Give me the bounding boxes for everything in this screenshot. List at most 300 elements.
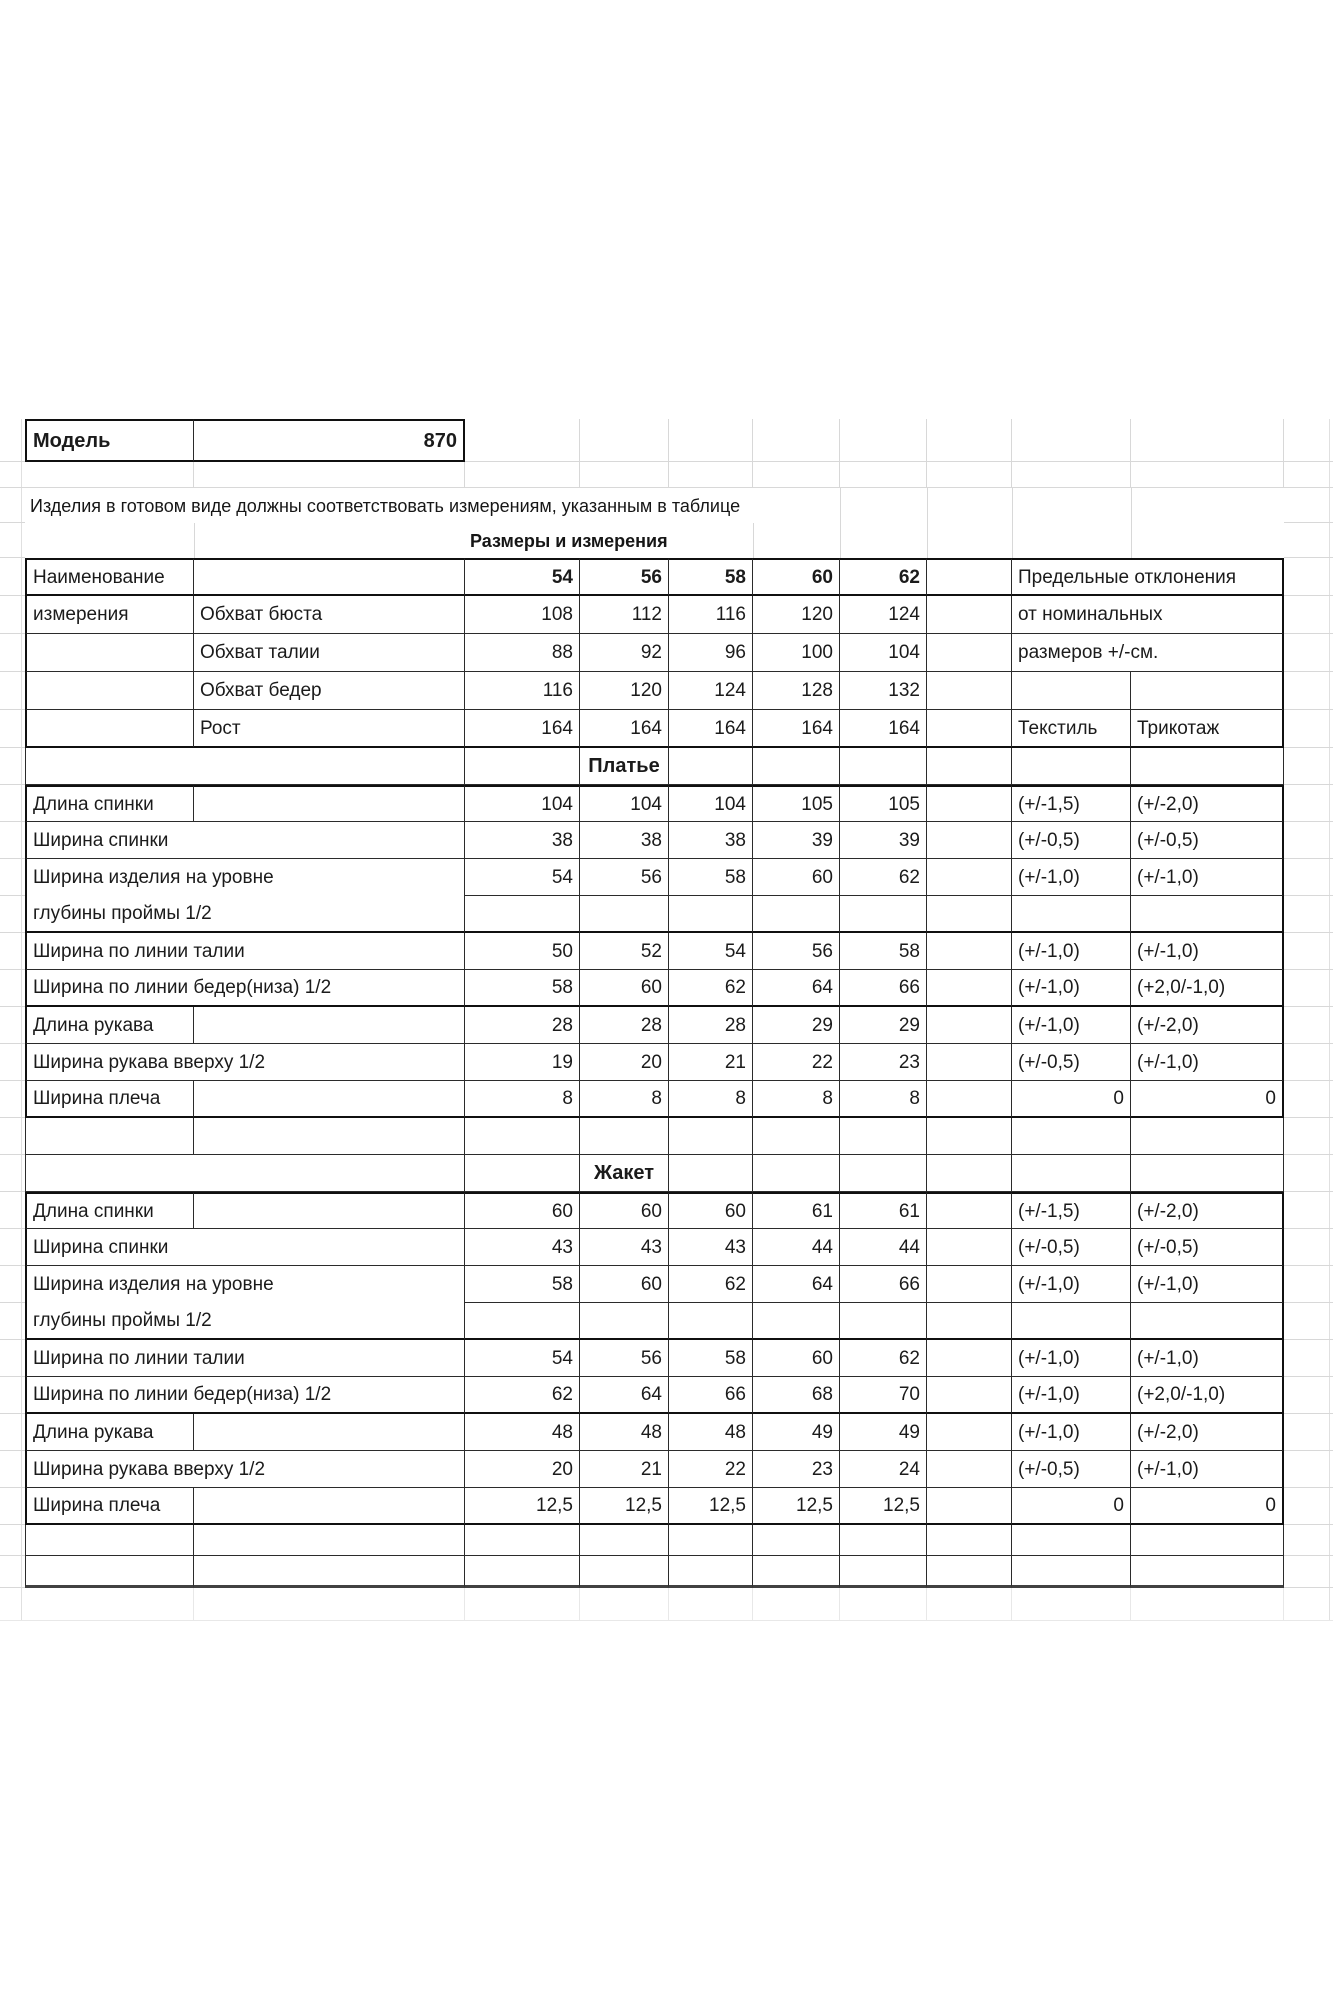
empty-cell (1012, 748, 1131, 785)
measurement-row (0, 1451, 1333, 1488)
value-cell: 60 (753, 1340, 840, 1377)
value-cell: 8 (753, 1081, 840, 1118)
value-cell: 61 (840, 1192, 927, 1229)
deviation-title-cell: Предельные отклонения (1012, 558, 1284, 596)
empty-cell (753, 1155, 840, 1192)
empty-cell (753, 1118, 840, 1155)
grid-cell (1012, 1588, 1131, 1621)
section-title-cell: Жакет (580, 1155, 669, 1192)
value-cell: 23 (840, 1044, 927, 1081)
sheet-margin-right (1284, 1340, 1333, 1377)
sheet-margin-right (1284, 1118, 1333, 1155)
sheet-margin-left (0, 596, 25, 634)
empty-cell (580, 1556, 669, 1588)
sheet-margin-left (0, 1118, 25, 1155)
grid-row (0, 1588, 1333, 1621)
empty-cell (25, 1525, 194, 1556)
value-cell: 60 (580, 970, 669, 1007)
value-cell: 29 (753, 1007, 840, 1044)
value-cell: 164 (580, 710, 669, 748)
empty-cell (927, 1081, 1012, 1118)
sheet-margin-right (1284, 1229, 1333, 1266)
value-cell (840, 1303, 927, 1340)
measurement-row (0, 1081, 1333, 1118)
empty-cell (927, 785, 1012, 822)
grid-cell (25, 462, 194, 488)
grid-cell (753, 1588, 840, 1621)
sheet-margin-left (0, 1488, 25, 1525)
value-cell: 43 (465, 1229, 580, 1266)
measurement-label-cell: Рост (194, 710, 465, 748)
value-cell: 20 (580, 1044, 669, 1081)
measurement-row (0, 785, 1333, 822)
tolerance-cell: (+/-1,0) (1131, 859, 1284, 896)
value-cell: 54 (465, 859, 580, 896)
sheet-margin-left (0, 896, 25, 933)
measurement-label-cell: Ширина по линии талии (25, 1340, 465, 1377)
grid-cell (194, 462, 465, 488)
tolerance-cell: (+/-1,0) (1012, 970, 1131, 1007)
sheet-gridline (1131, 488, 1132, 523)
empty-cell (465, 748, 580, 785)
empty-cell (194, 1525, 465, 1556)
value-cell: 58 (669, 1340, 753, 1377)
sheet-margin-left (0, 1229, 25, 1266)
value-cell: 132 (840, 672, 927, 710)
value-cell: 164 (753, 710, 840, 748)
sheet-margin-right (1284, 1044, 1333, 1081)
grid-cell (1131, 419, 1284, 462)
value-cell (580, 896, 669, 933)
header-row (0, 672, 1333, 710)
header-row (0, 634, 1333, 672)
grid-cell (927, 1588, 1012, 1621)
sheet-margin-left (0, 1556, 25, 1588)
value-cell: 58 (840, 933, 927, 970)
tolerance-cell: (+/-1,0) (1012, 1414, 1131, 1451)
tolerance-cell: (+2,0/-1,0) (1131, 970, 1284, 1007)
measurement-row (0, 1266, 1333, 1303)
value-cell: 164 (669, 710, 753, 748)
empty-cell (927, 558, 1012, 596)
empty-cell (927, 970, 1012, 1007)
measurement-label-cell: Длина рукава (25, 1007, 194, 1044)
value-cell: 62 (669, 970, 753, 1007)
sheet-margin-right (1284, 1556, 1333, 1588)
note-row (0, 488, 1333, 523)
empty-cell (927, 1488, 1012, 1525)
empty-cell (927, 596, 1012, 634)
empty-cell (25, 1556, 194, 1588)
value-cell: 44 (840, 1229, 927, 1266)
empty-cell (927, 748, 1012, 785)
size-header-cell: 60 (753, 558, 840, 596)
empty-cell (840, 1118, 927, 1155)
value-cell (840, 896, 927, 933)
header-row (0, 710, 1333, 748)
value-cell: 22 (753, 1044, 840, 1081)
empty-cell (1012, 1155, 1131, 1192)
empty-cell (927, 710, 1012, 748)
empty-cell (194, 1414, 465, 1451)
sheet-margin-left (0, 523, 25, 558)
value-cell (465, 896, 580, 933)
tolerance-cell: (+/-0,5) (1012, 1229, 1131, 1266)
section-title-row (0, 748, 1333, 785)
empty-cell (669, 1155, 753, 1192)
empty-cell (753, 748, 840, 785)
sheet-margin-right (1284, 748, 1333, 785)
header-row (0, 558, 1333, 596)
empty-cell (927, 1451, 1012, 1488)
empty-cell (194, 1192, 465, 1229)
tolerance-cell: (+/-1,0) (1012, 859, 1131, 896)
grid-cell (465, 419, 580, 462)
empty-cell (194, 1007, 465, 1044)
value-cell: 49 (753, 1414, 840, 1451)
sheet-margin-right (1284, 1588, 1333, 1621)
value-cell: 60 (465, 1192, 580, 1229)
value-cell: 104 (840, 634, 927, 672)
sheet-margin-right (1284, 523, 1333, 558)
measurement-row (0, 1340, 1333, 1377)
sheet-margin-left (0, 419, 25, 462)
value-cell: 21 (580, 1451, 669, 1488)
sheet-margin-right (1284, 1414, 1333, 1451)
size-header-cell: 54 (465, 558, 580, 596)
value-cell: 54 (669, 933, 753, 970)
grid-cell (669, 419, 753, 462)
sheet-margin-left (0, 1266, 25, 1303)
sheet-margin-right (1284, 859, 1333, 896)
measurement-label-cell: Длина рукава (25, 1414, 194, 1451)
tolerance-cell (1131, 1303, 1284, 1340)
value-cell: 12,5 (580, 1488, 669, 1525)
sheet-margin-left (0, 933, 25, 970)
value-cell: 38 (465, 822, 580, 859)
tolerance-cell (1012, 896, 1131, 933)
sheet-margin-left (0, 1451, 25, 1488)
empty-cell (194, 558, 465, 596)
value-cell: 120 (580, 672, 669, 710)
empty-cell (580, 1118, 669, 1155)
sheet-margin-left (0, 1525, 25, 1556)
measurement-row (0, 822, 1333, 859)
empty-cell (194, 1556, 465, 1588)
value-cell: 60 (580, 1266, 669, 1303)
empty-cell (753, 1525, 840, 1556)
empty-cell (927, 1266, 1012, 1303)
sheet-gridline (1012, 488, 1013, 523)
value-cell: 28 (580, 1007, 669, 1044)
sheet-margin-left (0, 710, 25, 748)
note-text: Изделия в готовом виде должны соответствовать измерениям, указанным в таблице (30, 495, 741, 516)
empty-cell (25, 1155, 465, 1192)
measurement-label-cell: Длина спинки (25, 785, 194, 822)
measurement-label-cell: глубины проймы 1/2 (25, 1303, 465, 1340)
measurement-row (0, 933, 1333, 970)
measurement-label-cell: Ширина по линии бедер(низа) 1/2 (25, 1377, 465, 1414)
value-cell: 120 (753, 596, 840, 634)
value-cell: 64 (753, 1266, 840, 1303)
measurement-row (0, 1192, 1333, 1229)
size-header-cell: 56 (580, 558, 669, 596)
value-cell (669, 896, 753, 933)
sheet-gridline (927, 488, 928, 523)
sheet-gridline (753, 523, 754, 558)
sheet-margin-right (1284, 1303, 1333, 1340)
empty-cell (927, 1155, 1012, 1192)
value-cell: 104 (465, 785, 580, 822)
empty-cell (927, 634, 1012, 672)
grid-cell (580, 419, 669, 462)
grid-row (0, 462, 1333, 488)
measurement-label-cell: Обхват бедер (194, 672, 465, 710)
tolerance-cell: (+/-1,5) (1012, 1192, 1131, 1229)
empty-cell (927, 1556, 1012, 1588)
sheet-margin-left (0, 1588, 25, 1621)
measurement-label-cell: глубины проймы 1/2 (25, 896, 465, 933)
sheet-margin-left (0, 822, 25, 859)
grid-cell (580, 462, 669, 488)
sheet-gridline (1131, 523, 1132, 558)
value-cell: 60 (669, 1192, 753, 1229)
empty-cell (927, 1340, 1012, 1377)
value-cell: 52 (580, 933, 669, 970)
empty-cell (669, 1556, 753, 1588)
empty-cell (465, 1118, 580, 1155)
measurement-row (0, 859, 1333, 896)
tolerance-cell: (+/-1,0) (1131, 933, 1284, 970)
value-cell: 12,5 (840, 1488, 927, 1525)
sheet-margin-right (1284, 1377, 1333, 1414)
empty-cell (927, 822, 1012, 859)
section-title-row (0, 1155, 1333, 1192)
value-cell (580, 1303, 669, 1340)
value-cell: 104 (669, 785, 753, 822)
value-cell: 66 (840, 970, 927, 1007)
tolerance-cell (1131, 896, 1284, 933)
value-cell: 64 (753, 970, 840, 1007)
value-cell (753, 1303, 840, 1340)
value-cell: 66 (669, 1377, 753, 1414)
empty-cell (669, 748, 753, 785)
measurement-label-cell: Ширина по линии бедер(низа) 1/2 (25, 970, 465, 1007)
value-cell: 105 (753, 785, 840, 822)
sheet-margin-right (1284, 896, 1333, 933)
value-cell: 96 (669, 634, 753, 672)
grid-cell (840, 419, 927, 462)
value-cell: 58 (465, 1266, 580, 1303)
tolerance-cell: (+/-0,5) (1131, 1229, 1284, 1266)
value-cell (669, 1303, 753, 1340)
grid-cell (1012, 462, 1131, 488)
value-cell: 43 (580, 1229, 669, 1266)
sheet-margin-right (1284, 1007, 1333, 1044)
measurement-row (0, 970, 1333, 1007)
name-header-cell (25, 710, 194, 748)
value-cell: 58 (669, 859, 753, 896)
sheet-margin-left (0, 1303, 25, 1340)
tolerance-cell: (+/-1,0) (1012, 1377, 1131, 1414)
measurement-row (0, 1229, 1333, 1266)
tolerance-cell: 0 (1131, 1081, 1284, 1118)
value-cell: 88 (465, 634, 580, 672)
tolerance-cell: (+/-1,5) (1012, 785, 1131, 822)
grid-cell (1131, 462, 1284, 488)
value-cell: 8 (840, 1081, 927, 1118)
grid-cell (194, 1588, 465, 1621)
sheet-gridline (840, 523, 841, 558)
value-cell: 105 (840, 785, 927, 822)
value-cell (753, 896, 840, 933)
empty-cell (1131, 672, 1284, 710)
value-cell: 50 (465, 933, 580, 970)
measurement-label-cell: Ширина спинки (25, 822, 465, 859)
blank-row (0, 1556, 1333, 1588)
value-cell: 20 (465, 1451, 580, 1488)
sheet-margin-left (0, 1007, 25, 1044)
value-cell: 54 (465, 1340, 580, 1377)
tolerance-cell: (+/-1,0) (1131, 1044, 1284, 1081)
sheet-margin-left (0, 1081, 25, 1118)
tolerance-cell: (+/-0,5) (1012, 1451, 1131, 1488)
value-cell: 60 (580, 1192, 669, 1229)
table-title-row (0, 523, 1333, 558)
tolerance-cell: (+/-2,0) (1131, 785, 1284, 822)
empty-cell (927, 1192, 1012, 1229)
value-cell: 56 (580, 1340, 669, 1377)
value-cell: 8 (465, 1081, 580, 1118)
empty-cell (927, 1377, 1012, 1414)
grid-cell (753, 462, 840, 488)
value-cell: 62 (669, 1266, 753, 1303)
sheet-margin-left (0, 859, 25, 896)
empty-cell (927, 672, 1012, 710)
sheet-margin-left (0, 488, 25, 523)
value-cell: 48 (669, 1414, 753, 1451)
sheet-margin-right (1284, 785, 1333, 822)
sheet-margin-right (1284, 634, 1333, 672)
value-cell: 12,5 (465, 1488, 580, 1525)
grid-cell (25, 1588, 194, 1621)
tolerance-cell: (+/-1,0) (1012, 1340, 1131, 1377)
value-cell: 116 (465, 672, 580, 710)
name-header-cell: измерения (25, 596, 194, 634)
tolerance-cell: (+/-0,5) (1131, 822, 1284, 859)
grid-cell (580, 1588, 669, 1621)
value-cell (465, 1303, 580, 1340)
tolerance-cell: (+/-2,0) (1131, 1414, 1284, 1451)
fabric-header-cell: Трикотаж (1131, 710, 1284, 748)
value-cell: 164 (465, 710, 580, 748)
value-cell: 116 (669, 596, 753, 634)
value-cell: 58 (465, 970, 580, 1007)
empty-cell (927, 1229, 1012, 1266)
empty-cell (580, 1525, 669, 1556)
value-cell: 56 (753, 933, 840, 970)
empty-cell (465, 1525, 580, 1556)
grid-cell (669, 1588, 753, 1621)
sheet-margin-right (1284, 1155, 1333, 1192)
value-cell: 19 (465, 1044, 580, 1081)
value-cell: 64 (580, 1377, 669, 1414)
value-cell: 23 (753, 1451, 840, 1488)
grid-cell (927, 419, 1012, 462)
value-cell: 108 (465, 596, 580, 634)
empty-cell (840, 1525, 927, 1556)
value-cell: 44 (753, 1229, 840, 1266)
blank-row (0, 1118, 1333, 1155)
value-cell: 48 (580, 1414, 669, 1451)
tolerance-cell: (+/-1,0) (1012, 1007, 1131, 1044)
tolerance-cell: (+/-1,0) (1131, 1266, 1284, 1303)
sheet-gridline (1012, 523, 1013, 558)
grid-cell (465, 462, 580, 488)
tolerance-cell: (+/-1,0) (1131, 1451, 1284, 1488)
value-cell: 48 (465, 1414, 580, 1451)
sheet-margin-left (0, 462, 25, 488)
sheet-margin-right (1284, 822, 1333, 859)
name-header-cell (25, 672, 194, 710)
empty-cell (1131, 1556, 1284, 1588)
sheet-margin-left (0, 1192, 25, 1229)
value-cell: 62 (465, 1377, 580, 1414)
measurement-row (0, 1488, 1333, 1525)
grid-cell (840, 462, 927, 488)
measurement-label-cell: Обхват бюста (194, 596, 465, 634)
measurement-row (0, 896, 1333, 933)
empty-cell (194, 1081, 465, 1118)
measurement-label-cell: Ширина рукава вверху 1/2 (25, 1044, 465, 1081)
measurement-row (0, 1303, 1333, 1340)
sheet-gridline (840, 488, 841, 523)
sheet-margin-left (0, 1377, 25, 1414)
tolerance-cell: (+/-2,0) (1131, 1007, 1284, 1044)
deviation-note-cell: размеров +/-см. (1012, 634, 1284, 672)
empty-cell (1012, 1118, 1131, 1155)
value-cell: 164 (840, 710, 927, 748)
value-cell: 28 (669, 1007, 753, 1044)
header-row (0, 596, 1333, 634)
value-cell: 56 (580, 859, 669, 896)
measurement-row (0, 1377, 1333, 1414)
grid-cell (669, 462, 753, 488)
sheet-margin-right (1284, 558, 1333, 596)
sheet-margin-right (1284, 1192, 1333, 1229)
empty-cell (465, 1155, 580, 1192)
empty-cell (194, 785, 465, 822)
sheet-margin-right (1284, 1451, 1333, 1488)
value-cell: 8 (580, 1081, 669, 1118)
sheet-margin-left (0, 748, 25, 785)
value-cell: 112 (580, 596, 669, 634)
deviation-note-cell: от номинальных (1012, 596, 1284, 634)
sheet-gridline (927, 523, 928, 558)
sheet-margin-right (1284, 672, 1333, 710)
name-header-cell: Наименование (25, 558, 194, 596)
measurement-label-cell: Ширина рукава вверху 1/2 (25, 1451, 465, 1488)
sheet-margin-right (1284, 1266, 1333, 1303)
empty-cell (669, 1118, 753, 1155)
tolerance-cell: (+2,0/-1,0) (1131, 1377, 1284, 1414)
measurement-row (0, 1044, 1333, 1081)
sheet-margin-left (0, 1414, 25, 1451)
value-cell: 62 (840, 859, 927, 896)
value-cell: 104 (580, 785, 669, 822)
measurement-label-cell: Ширина плеча (25, 1081, 194, 1118)
value-cell: 38 (580, 822, 669, 859)
